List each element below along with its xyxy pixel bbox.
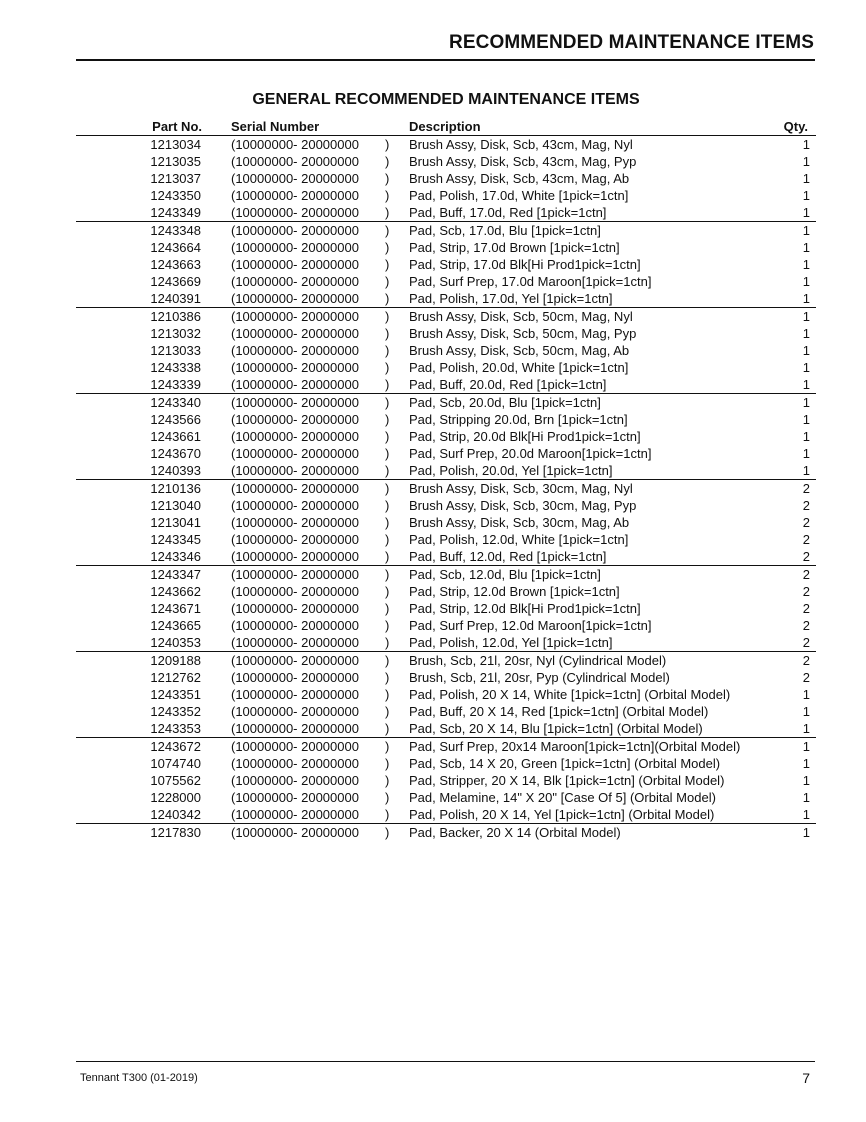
footer-manual-name: Tennant T300 (01-2019): [80, 1072, 198, 1084]
table-row: [76, 239, 816, 256]
cell-qty: 1: [802, 789, 810, 805]
cell-part-no: 1243350: [150, 187, 201, 203]
cell-serial-number: (10000000- 20000000: [204, 290, 381, 308]
cell-part-no: 1240393: [76, 462, 204, 480]
cell-description: Pad, Surf Prep, 20x14 Maroon[1pick=1ctn](Orbital Model): [409, 738, 741, 754]
page-number: 7: [802, 1070, 810, 1086]
cell-serial-paren: ): [385, 497, 390, 513]
cell-serial-paren: ): [385, 153, 390, 169]
table-row: [76, 394, 816, 412]
cell-part-no: 1243349: [76, 204, 204, 222]
cell-serial-number: (10000000- 20000000: [231, 531, 359, 547]
cell-serial-paren: ): [385, 480, 390, 496]
cell-part-no: 1075562: [150, 772, 201, 788]
cell-serial-number: (10000000- 20000000: [204, 548, 381, 566]
cell-serial-number: (10000000- 20000000: [204, 376, 381, 394]
cell-qty: 1: [802, 755, 810, 771]
cell-part-no: 1243352: [150, 703, 201, 719]
cell-serial-paren: ): [385, 325, 390, 341]
cell-description: Pad, Stripper, 20 X 14, Blk [1pick=1ctn] (Orbital Model): [409, 772, 725, 788]
table-row: [76, 256, 816, 273]
cell-serial-paren: ): [385, 170, 390, 186]
cell-serial-paren: ): [385, 428, 390, 444]
page-header-title: RECOMMENDED MAINTENANCE ITEMS: [449, 32, 814, 53]
cell-serial-number: (10000000- 20000000: [231, 755, 359, 771]
cell-qty: 2: [802, 497, 810, 513]
cell-serial-paren: ): [385, 755, 390, 771]
cell-part-no: 1213033: [150, 342, 201, 358]
cell-serial-paren: ): [385, 669, 390, 685]
cell-description: Pad, Buff, 12.0d, Red [1pick=1ctn]: [409, 548, 772, 566]
cell-description: Pad, Buff, 20 X 14, Red [1pick=1ctn] (Orbital Model): [409, 703, 709, 719]
table-row: [76, 514, 816, 531]
cell-part-no: 1243338: [150, 359, 201, 375]
table-row: [76, 583, 816, 600]
cell-qty: 1: [802, 411, 810, 427]
cell-serial-paren: ): [385, 222, 390, 238]
cell-serial-number: (10000000- 20000000: [231, 136, 359, 152]
table-row: [76, 273, 816, 290]
column-header-part-no: Part No.: [76, 118, 204, 136]
cell-serial-paren: ): [385, 617, 390, 633]
cell-qty: 1: [802, 686, 810, 702]
cell-qty: 1: [802, 273, 810, 289]
cell-serial-paren: ): [381, 290, 409, 308]
cell-description: Brush, Scb, 21l, 20sr, Nyl (Cylindrical Model): [409, 652, 667, 668]
cell-qty: 1: [772, 376, 816, 394]
cell-description: Pad, Scb, 14 X 20, Green [1pick=1ctn] (Orbital Model): [409, 755, 721, 771]
header-divider: [76, 59, 815, 61]
table-row: [76, 634, 816, 652]
cell-qty: 1: [802, 153, 810, 169]
cell-serial-paren: ): [381, 806, 409, 824]
cell-serial-paren: ): [385, 359, 390, 375]
cell-description: Pad, Polish, 20.0d, Yel [1pick=1ctn]: [409, 462, 772, 480]
table-row: [76, 669, 816, 686]
cell-serial-paren: ): [385, 394, 390, 410]
cell-description: Pad, Polish, 20 X 14, White [1pick=1ctn] (Orbital Model): [409, 686, 731, 702]
cell-description: Brush Assy, Disk, Scb, 43cm, Mag, Ab: [409, 170, 630, 186]
cell-serial-paren: ): [385, 136, 390, 152]
cell-serial-number: (10000000- 20000000: [231, 187, 359, 203]
cell-serial-paren: ): [385, 583, 390, 599]
cell-part-no: 1074740: [150, 755, 201, 771]
table-row: [76, 204, 816, 222]
table-row: [76, 411, 816, 428]
cell-qty: 1: [772, 462, 816, 480]
cell-serial-paren: ): [385, 703, 390, 719]
cell-qty: 2: [772, 634, 816, 652]
cell-serial-number: (10000000- 20000000: [204, 204, 381, 222]
cell-qty: 2: [802, 669, 810, 685]
cell-serial-number: (10000000- 20000000: [231, 239, 359, 255]
table-row: [76, 703, 816, 720]
cell-serial-number: (10000000- 20000000: [231, 669, 359, 685]
cell-serial-paren: ): [385, 187, 390, 203]
cell-description: Brush Assy, Disk, Scb, 43cm, Mag, Pyp: [409, 153, 637, 169]
cell-serial-paren: ): [385, 531, 390, 547]
cell-description: Brush Assy, Disk, Scb, 50cm, Mag, Nyl: [409, 308, 633, 324]
cell-description: Pad, Polish, 12.0d, White [1pick=1ctn]: [409, 531, 629, 547]
cell-qty: 1: [802, 428, 810, 444]
cell-description: Pad, Strip, 12.0d Brown [1pick=1ctn]: [409, 583, 620, 599]
table-row: [76, 480, 816, 498]
cell-description: Brush Assy, Disk, Scb, 50cm, Mag, Ab: [409, 342, 630, 358]
cell-serial-paren: ): [385, 789, 390, 805]
table-row: [76, 755, 816, 772]
cell-qty: 2: [802, 583, 810, 599]
table-row: [76, 462, 816, 480]
cell-description: Pad, Scb, 20.0d, Blu [1pick=1ctn]: [409, 394, 601, 410]
cell-qty: 1: [802, 239, 810, 255]
cell-qty: 2: [772, 548, 816, 566]
cell-serial-number: (10000000- 20000000: [231, 359, 359, 375]
cell-serial-number: (10000000- 20000000: [231, 583, 359, 599]
cell-description: Pad, Surf Prep, 12.0d Maroon[1pick=1ctn]: [409, 617, 652, 633]
cell-part-no: 1217830: [150, 824, 201, 840]
cell-description: Pad, Buff, 20.0d, Red [1pick=1ctn]: [409, 376, 772, 394]
table-row: [76, 806, 816, 824]
cell-part-no: 1243346: [76, 548, 204, 566]
cell-qty: 1: [802, 222, 810, 238]
cell-description: Brush Assy, Disk, Scb, 50cm, Mag, Pyp: [409, 325, 637, 341]
cell-serial-paren: ): [385, 445, 390, 461]
cell-part-no: 1243670: [150, 445, 201, 461]
cell-serial-paren: ): [385, 772, 390, 788]
cell-serial-number: (10000000- 20000000: [231, 789, 359, 805]
cell-part-no: 1240342: [76, 806, 204, 824]
cell-part-no: 1243663: [150, 256, 201, 272]
cell-description: Pad, Surf Prep, 20.0d Maroon[1pick=1ctn]: [409, 445, 652, 461]
cell-part-no: 1240353: [76, 634, 204, 652]
cell-description: Brush Assy, Disk, Scb, 43cm, Mag, Nyl: [409, 136, 633, 152]
cell-serial-paren: ): [385, 411, 390, 427]
cell-part-no: 1243566: [150, 411, 201, 427]
cell-qty: 1: [802, 359, 810, 375]
cell-qty: 1: [802, 325, 810, 341]
cell-description: Pad, Polish, 12.0d, Yel [1pick=1ctn]: [409, 634, 772, 652]
cell-serial-paren: ): [385, 342, 390, 358]
cell-serial-number: (10000000- 20000000: [231, 428, 359, 444]
cell-part-no: 1243665: [150, 617, 201, 633]
cell-serial-number: (10000000- 20000000: [231, 703, 359, 719]
cell-qty: 1: [802, 445, 810, 461]
cell-serial-paren: ): [381, 720, 409, 738]
cell-serial-number: (10000000- 20000000: [231, 772, 359, 788]
cell-serial-number: (10000000- 20000000: [231, 308, 359, 324]
cell-serial-number: (10000000- 20000000: [231, 686, 359, 702]
cell-qty: 1: [802, 256, 810, 272]
cell-serial-number: (10000000- 20000000: [231, 342, 359, 358]
cell-description: Pad, Scb, 12.0d, Blu [1pick=1ctn]: [409, 566, 601, 582]
cell-serial-paren: ): [381, 462, 409, 480]
cell-description: Pad, Polish, 20 X 14, Yel [1pick=1ctn] (Orbital Model): [409, 806, 772, 824]
cell-qty: 1: [802, 170, 810, 186]
table-row: [76, 772, 816, 789]
cell-description: Pad, Backer, 20 X 14 (Orbital Model): [409, 824, 621, 840]
cell-part-no: 1213035: [150, 153, 201, 169]
column-header-description: Description: [409, 118, 772, 136]
cell-part-no: 1243672: [150, 738, 201, 754]
section-title: GENERAL RECOMMENDED MAINTENANCE ITEMS: [252, 91, 640, 108]
cell-part-no: 1210136: [150, 480, 201, 496]
cell-part-no: 1213037: [150, 170, 201, 186]
table-row: [76, 136, 816, 154]
table-row: [76, 290, 816, 308]
cell-description: Pad, Strip, 17.0d Blk[Hi Prod1pick=1ctn]: [409, 256, 641, 272]
cell-qty: 2: [802, 480, 810, 496]
parts-table: [76, 118, 816, 841]
column-header-serial-number: Serial Number: [204, 118, 381, 136]
cell-description: Pad, Stripping 20.0d, Brn [1pick=1ctn]: [409, 411, 628, 427]
cell-qty: 1: [772, 720, 816, 738]
cell-part-no: 1243353: [76, 720, 204, 738]
cell-part-no: 1243351: [150, 686, 201, 702]
cell-qty: 1: [802, 187, 810, 203]
table-row: [76, 497, 816, 514]
cell-part-no: 1213034: [150, 136, 201, 152]
cell-description: Pad, Polish, 17.0d, White [1pick=1ctn]: [409, 187, 629, 203]
cell-serial-number: (10000000- 20000000: [231, 256, 359, 272]
cell-serial-number: (10000000- 20000000: [204, 720, 381, 738]
cell-serial-paren: ): [385, 308, 390, 324]
cell-part-no: 1243661: [150, 428, 201, 444]
cell-serial-number: (10000000- 20000000: [231, 273, 359, 289]
cell-serial-paren: ): [385, 824, 390, 840]
cell-serial-number: (10000000- 20000000: [231, 514, 359, 530]
table-header-row: [76, 118, 816, 136]
cell-qty: 1: [802, 308, 810, 324]
cell-description: Pad, Strip, 20.0d Blk[Hi Prod1pick=1ctn]: [409, 428, 641, 444]
cell-part-no: 1243340: [150, 394, 201, 410]
cell-part-no: 1209188: [150, 652, 201, 668]
table-row: [76, 548, 816, 566]
cell-qty: 1: [772, 290, 816, 308]
table-row: [76, 686, 816, 703]
table-row: [76, 789, 816, 806]
cell-serial-paren: ): [381, 548, 409, 566]
cell-description: Brush Assy, Disk, Scb, 30cm, Mag, Ab: [409, 514, 630, 530]
cell-qty: 2: [802, 652, 810, 668]
cell-serial-paren: ): [381, 634, 409, 652]
cell-qty: 1: [802, 824, 810, 840]
cell-serial-number: (10000000- 20000000: [231, 652, 359, 668]
cell-part-no: 1243345: [150, 531, 201, 547]
table-row: [76, 428, 816, 445]
cell-serial-number: (10000000- 20000000: [231, 153, 359, 169]
cell-part-no: 1210386: [150, 308, 201, 324]
table-row: [76, 222, 816, 240]
cell-serial-number: (10000000- 20000000: [231, 445, 359, 461]
cell-qty: 1: [802, 772, 810, 788]
cell-part-no: 1243671: [150, 600, 201, 616]
cell-serial-paren: ): [385, 600, 390, 616]
cell-description: Pad, Strip, 17.0d Brown [1pick=1ctn]: [409, 239, 620, 255]
table-row: [76, 600, 816, 617]
cell-serial-paren: ): [385, 566, 390, 582]
cell-serial-paren: ): [385, 239, 390, 255]
table-row: [76, 342, 816, 359]
cell-qty: 1: [802, 738, 810, 754]
cell-qty: 2: [802, 617, 810, 633]
cell-part-no: 1243339: [76, 376, 204, 394]
column-header-blank: [381, 118, 409, 136]
cell-part-no: 1243347: [150, 566, 201, 582]
cell-serial-paren: ): [385, 273, 390, 289]
table-row: [76, 359, 816, 376]
cell-serial-paren: ): [381, 204, 409, 222]
cell-serial-number: (10000000- 20000000: [231, 325, 359, 341]
cell-part-no: 1213041: [150, 514, 201, 530]
table-row: [76, 376, 816, 394]
cell-part-no: 1243669: [150, 273, 201, 289]
cell-serial-number: (10000000- 20000000: [231, 411, 359, 427]
cell-qty: 1: [802, 342, 810, 358]
cell-serial-paren: ): [385, 738, 390, 754]
cell-qty: 2: [802, 566, 810, 582]
cell-part-no: 1213032: [150, 325, 201, 341]
table-row: [76, 720, 816, 738]
cell-part-no: 1213040: [150, 497, 201, 513]
cell-qty: 1: [802, 703, 810, 719]
footer-divider: [76, 1061, 815, 1062]
cell-qty: 1: [772, 204, 816, 222]
cell-description: Brush Assy, Disk, Scb, 30cm, Mag, Nyl: [409, 480, 633, 496]
cell-qty: 2: [802, 600, 810, 616]
table-row: [76, 531, 816, 548]
cell-qty: 1: [772, 806, 816, 824]
table-row: [76, 445, 816, 462]
cell-serial-number: (10000000- 20000000: [231, 824, 359, 840]
table-row: [76, 738, 816, 756]
cell-serial-number: (10000000- 20000000: [231, 600, 359, 616]
table-row: [76, 824, 816, 842]
cell-qty: 1: [802, 136, 810, 152]
cell-part-no: 1240391: [76, 290, 204, 308]
cell-serial-number: (10000000- 20000000: [231, 170, 359, 186]
table-row: [76, 170, 816, 187]
cell-description: Brush, Scb, 21l, 20sr, Pyp (Cylindrical Model): [409, 669, 670, 685]
cell-serial-number: (10000000- 20000000: [231, 480, 359, 496]
cell-description: Pad, Melamine, 14" X 20" [Case Of 5] (Orbital Model): [409, 789, 716, 805]
table-row: [76, 652, 816, 670]
cell-description: Brush Assy, Disk, Scb, 30cm, Mag, Pyp: [409, 497, 637, 513]
cell-qty: 1: [802, 394, 810, 410]
cell-serial-number: (10000000- 20000000: [204, 806, 381, 824]
cell-part-no: 1243662: [150, 583, 201, 599]
cell-serial-paren: ): [385, 256, 390, 272]
table-row: [76, 308, 816, 326]
cell-serial-paren: ): [385, 686, 390, 702]
cell-serial-number: (10000000- 20000000: [231, 394, 359, 410]
cell-part-no: 1228000: [150, 789, 201, 805]
cell-serial-number: (10000000- 20000000: [231, 566, 359, 582]
cell-serial-paren: ): [385, 652, 390, 668]
table-row: [76, 617, 816, 634]
cell-description: Pad, Surf Prep, 17.0d Maroon[1pick=1ctn]: [409, 273, 652, 289]
cell-description: Pad, Buff, 17.0d, Red [1pick=1ctn]: [409, 204, 772, 222]
cell-serial-number: (10000000- 20000000: [231, 497, 359, 513]
table-row: [76, 325, 816, 342]
cell-serial-number: (10000000- 20000000: [231, 738, 359, 754]
table-row: [76, 187, 816, 204]
cell-description: Pad, Scb, 20 X 14, Blu [1pick=1ctn] (Orbital Model): [409, 720, 772, 738]
cell-part-no: 1243348: [150, 222, 201, 238]
column-header-qty: Qty.: [772, 118, 816, 136]
table-row: [76, 153, 816, 170]
cell-serial-number: (10000000- 20000000: [231, 222, 359, 238]
cell-description: Pad, Polish, 17.0d, Yel [1pick=1ctn]: [409, 290, 772, 308]
cell-serial-number: (10000000- 20000000: [231, 617, 359, 633]
cell-description: Pad, Strip, 12.0d Blk[Hi Prod1pick=1ctn]: [409, 600, 641, 616]
cell-description: Pad, Scb, 17.0d, Blu [1pick=1ctn]: [409, 222, 601, 238]
cell-part-no: 1243664: [150, 239, 201, 255]
cell-description: Pad, Polish, 20.0d, White [1pick=1ctn]: [409, 359, 629, 375]
cell-serial-number: (10000000- 20000000: [204, 462, 381, 480]
cell-serial-number: (10000000- 20000000: [204, 634, 381, 652]
cell-part-no: 1212762: [150, 669, 201, 685]
cell-qty: 2: [802, 531, 810, 547]
cell-serial-paren: ): [385, 514, 390, 530]
table-row: [76, 566, 816, 584]
cell-serial-paren: ): [381, 376, 409, 394]
cell-qty: 2: [802, 514, 810, 530]
